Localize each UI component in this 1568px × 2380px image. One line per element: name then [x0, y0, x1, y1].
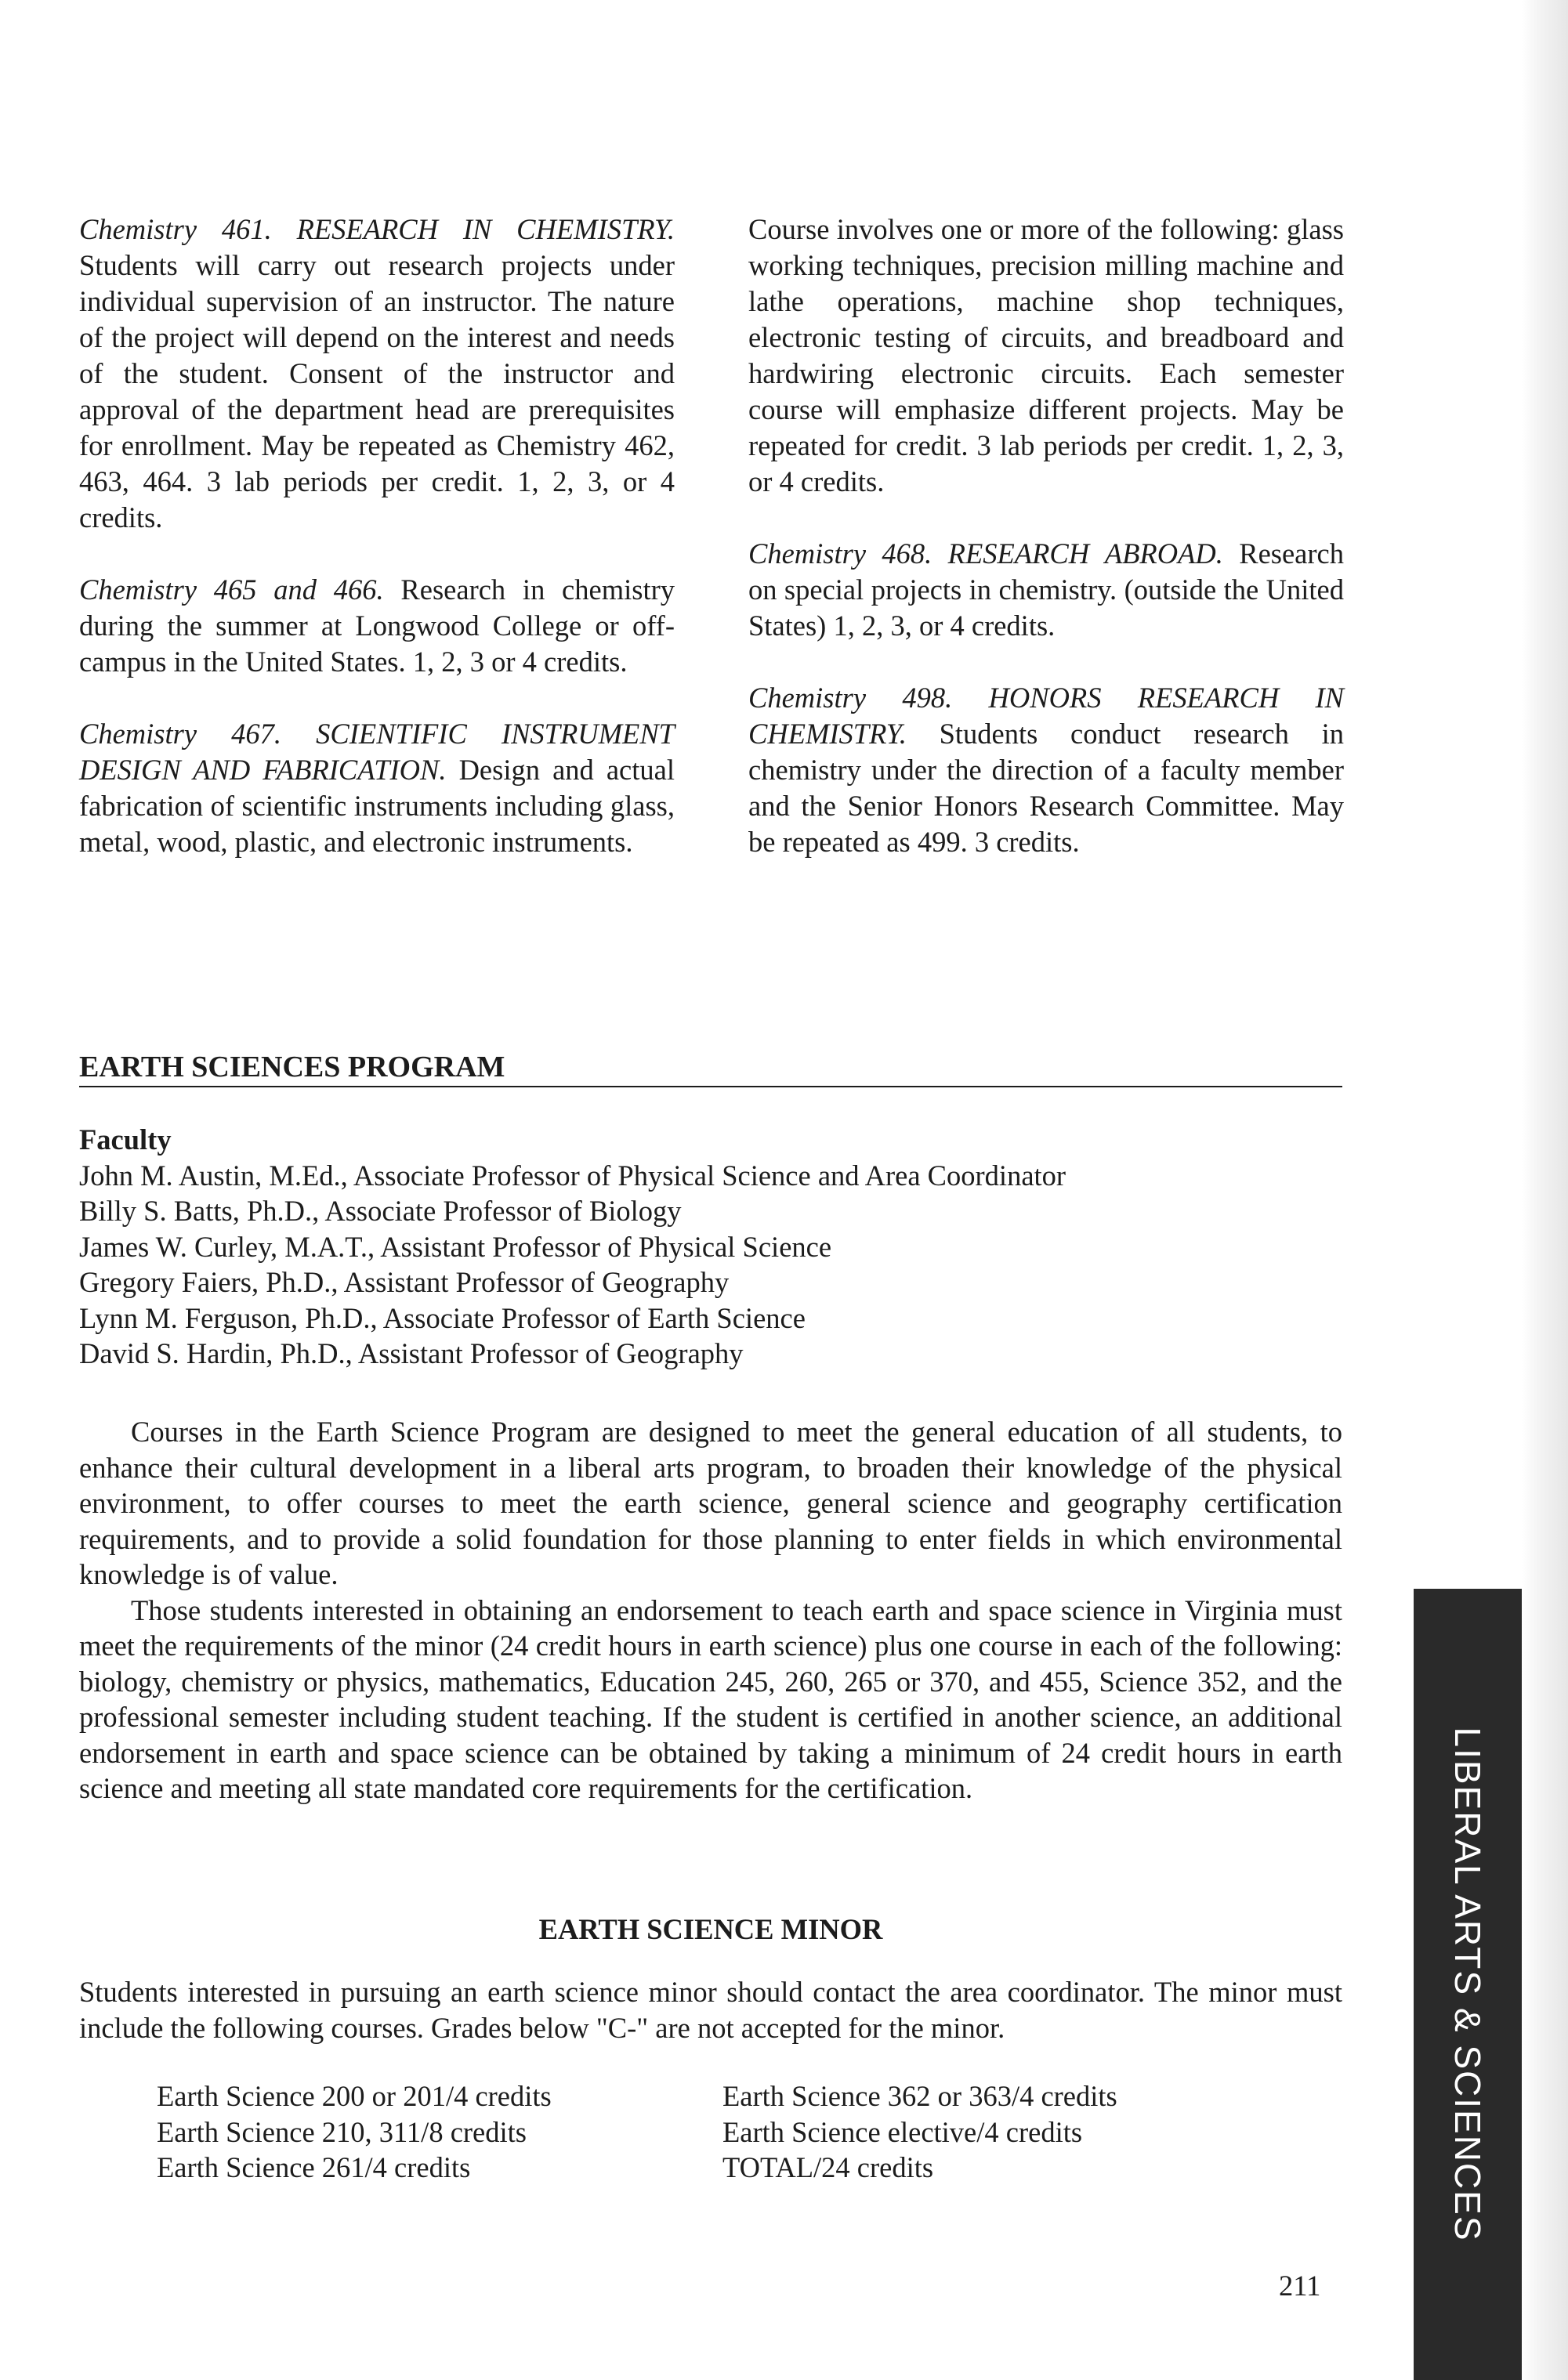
faculty-member: David S. Hardin, Ph.D., Assistant Professor of Geography: [79, 1337, 744, 1369]
program-description: [79, 1414, 1342, 1807]
minor-course-list-right: [722, 2078, 1117, 2186]
course-title: Chemistry 498. HONORS RESEARCH IN CHEMISTRY.: [748, 682, 1344, 750]
course-entry: [748, 536, 1344, 644]
course-description: Course involves one or more of the following: glass working techniques, precision milling machine and lathe operations, machine shop techniques, electronic testing of circuits, and breadboard and hardwiring electronic circuits. Each semester course will emphasize different projects. May be repeated for credit. 3 lab periods per credit. 1, 2, 3, or 4 credits.: [748, 213, 1344, 497]
course-description: Students will carry out research projects under individual supervision of an instructor. The nature of the project will depend on the interest and needs of the student. Consent of the instructor and approval of the department head are prerequisites for enrollment. May be repeated as Chemistry 462, 463, 464. 3 lab periods per credit. 1, 2, 3, or 4 credits.: [79, 249, 675, 534]
faculty-member: Gregory Faiers, Ph.D., Assistant Professor of Geography: [79, 1266, 730, 1298]
course-title: Chemistry 468. RESEARCH ABROAD.: [748, 537, 1223, 570]
course-entry: [79, 572, 675, 680]
minor-description: [79, 1974, 1342, 2045]
faculty-member: Billy S. Batts, Ph.D., Associate Professor of Biology: [79, 1195, 682, 1227]
course-entry: [79, 212, 675, 536]
course-entry: [79, 716, 675, 860]
course-entry: [748, 680, 1344, 860]
course-description: Research on special projects in chemistry. (outside the United States) 1, 2, 3, or 4 credits.: [748, 537, 1344, 642]
minor-course-item: TOTAL/24 credits: [722, 2151, 934, 2183]
page-edge-shadow: [1522, 0, 1568, 2380]
section-heading: EARTH SCIENCES PROGRAM: [79, 1050, 1342, 1087]
left-column: [79, 212, 675, 896]
course-description: Students conduct research in chemistry under the direction of a faculty member and the Senior Honors Research Committee. May be repeated as 499. 3 credits.: [748, 718, 1344, 858]
course-title: Chemistry 465 and 466.: [79, 573, 384, 606]
course-title: Chemistry 467. SCIENTIFIC INSTRUMENT DESIGN AND FABRICATION.: [79, 718, 675, 786]
course-description: Research in chemistry during the summer at Longwood College or off-campus in the United States. 1, 2, 3 or 4 credits.: [79, 573, 675, 678]
page-number: 211: [1279, 2270, 1321, 2302]
minor-course-item: Earth Science 362 or 363/4 credits: [722, 2080, 1117, 2112]
faculty-member: James W. Curley, M.A.T., Assistant Professor of Physical Science: [79, 1230, 832, 1263]
side-tab-label: LIBERAL ARTS & SCIENCES: [1447, 1727, 1488, 2242]
minor-heading: EARTH SCIENCE MINOR: [538, 1913, 883, 1945]
minor-course-item: Earth Science 261/4 credits: [157, 2151, 471, 2183]
course-description: Design and actual fabrication of scientific instruments including glass, metal, wood, plastic, and electronic instruments.: [79, 754, 675, 858]
minor-course-list-left: [157, 2078, 552, 2186]
minor-paragraph: Students interested in pursuing an earth science minor should contact the area coordinator. The minor must include the following courses. Grades below "C-" are not accepted for the minor.: [79, 1976, 1342, 2044]
section-side-tab: [1414, 1589, 1522, 2380]
course-title: Chemistry 461. RESEARCH IN CHEMISTRY.: [79, 213, 675, 245]
right-column: [748, 212, 1344, 896]
minor-course-item: Earth Science elective/4 credits: [722, 2115, 1083, 2148]
program-paragraph: Those students interested in obtaining an endorsement to teach earth and space science in Virginia must meet the requirements of the minor (24 credit hours in earth science) plus one course in each of the following: biology, chemistry or physics, mathematics, Education 245, 260, 265 or 370, and 455, Science 352, and the professional semester including student teaching. If the student is certified in another science, an additional endorsement in earth and space science can be obtained by taking a minimum of 24 credit hours in earth science and meeting all state mandated core requirements for the certification.: [79, 1593, 1342, 1804]
faculty-list: [79, 1122, 1364, 1372]
program-paragraph: Courses in the Earth Science Program are designed to meet the general education of all students, to enhance their cultural development in a liberal arts program, to broaden their knowledge of the physical environment, to offer courses to meet the earth science, general science and geography certification requirements, and to provide a solid foundation for those planning to enter fields in which environmental knowledge is of value.: [79, 1416, 1342, 1590]
faculty-label: Faculty: [79, 1123, 172, 1156]
course-entry: [748, 212, 1344, 500]
minor-course-item: Earth Science 210, 311/8 credits: [157, 2115, 527, 2148]
faculty-member: John M. Austin, M.Ed., Associate Professor of Physical Science and Area Coordinator: [79, 1159, 1066, 1192]
minor-course-item: Earth Science 200 or 201/4 credits: [157, 2080, 552, 2112]
faculty-member: Lynn M. Ferguson, Ph.D., Associate Professor of Earth Science: [79, 1301, 806, 1334]
